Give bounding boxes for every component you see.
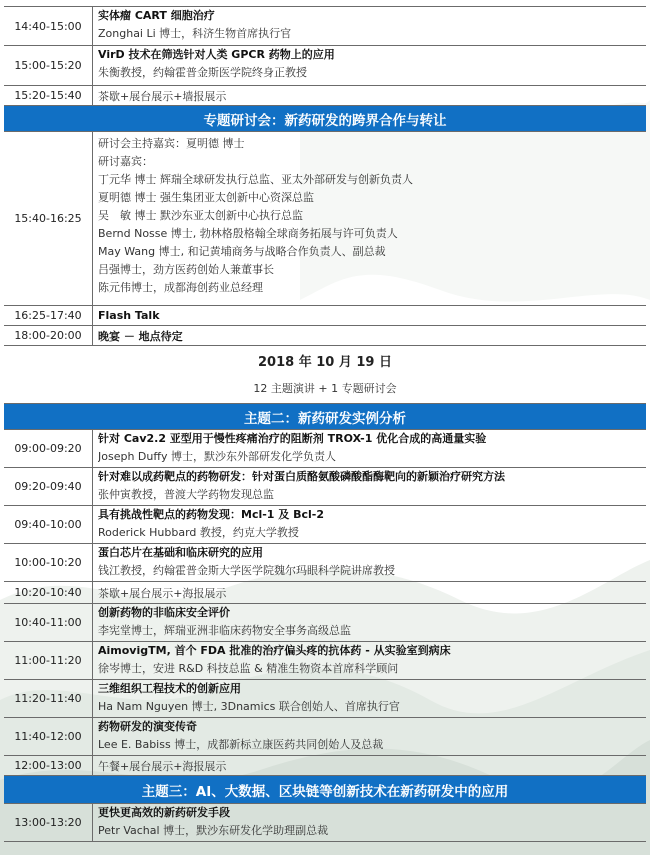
- talk-title: 具有挑战性靶点的药物发现：Mcl-1 及 Bcl-2: [98, 508, 325, 521]
- session-label: Flash Talk: [98, 309, 160, 322]
- time-cell: 15:40-16:25: [4, 132, 93, 305]
- talk-title: 更快更高效的新药研发手段: [98, 806, 230, 819]
- talk-title: 创新药物的非临床安全评价: [98, 606, 230, 619]
- agenda-row: [4, 544, 646, 582]
- speaker-info: Petr Vachal 博士，默沙东研发化学助理副总裁: [98, 824, 329, 837]
- talk-title: 实体瘤 CART 细胞治疗: [98, 9, 215, 22]
- speaker-info: Lee E. Babiss 博士，成都新标立康医药共同创始人及总裁: [98, 738, 384, 751]
- agenda-row: [4, 46, 646, 86]
- talk-title: 蛋白芯片在基础和临床研究的应用: [98, 546, 263, 559]
- speaker-info: 钱江教授，约翰霍普金斯大学医学院魏尔玛眼科学院讲席教授: [98, 564, 395, 577]
- speaker-info: 张仲寅教授，普渡大学药物发现总监: [98, 488, 274, 501]
- symposium-line: May Wang 博士, 和记黄埔商务与战略合作负责人、副总裁: [98, 245, 386, 258]
- time-cell: 11:40-12:00: [4, 718, 93, 755]
- speaker-info: Ha Nam Nguyen 博士, 3Dnamics 联合创始人、首席执行官: [98, 700, 400, 713]
- symposium-line: 夏明德 博士 强生集团亚太创新中心资深总监: [98, 191, 314, 204]
- talk-title: 三维组织工程技术的创新应用: [98, 682, 241, 695]
- speaker-info: Zonghai Li 博士，科济生物首席执行官: [98, 27, 292, 40]
- agenda-row: [4, 326, 646, 346]
- agenda-row-break: [4, 582, 646, 604]
- agenda-table: [4, 6, 646, 842]
- time-cell: 18:00-20:00: [4, 326, 93, 345]
- symposium-line: Bernd Nosse 博士, 勃林格殷格翰全球商务拓展与许可负责人: [98, 227, 398, 240]
- agenda-row: [4, 642, 646, 680]
- time-cell: 12:00-13:00: [4, 756, 93, 775]
- talk-title: 针对 Cav2.2 亚型用于慢性疼痛治疗的阻断剂 TROX-1 优化合成的高通量实验: [98, 432, 487, 445]
- speaker-info: 朱衡教授，约翰霍普金斯医学院终身正教授: [98, 66, 307, 79]
- symposium-line: 陈元伟博士，成都海创药业总经理: [98, 281, 263, 294]
- time-cell: 09:00-09:20: [4, 430, 93, 467]
- agenda-row: [4, 506, 646, 544]
- symposium-banner: 专题研讨会：新药研发的跨界合作与转让: [4, 106, 646, 132]
- time-cell: 16:25-17:40: [4, 306, 93, 325]
- day-date: 2018 年 10 月 19 日: [258, 355, 392, 370]
- symposium-line: 吕强博士，劲方医药创始人兼董事长: [98, 263, 274, 276]
- agenda-row: [4, 604, 646, 642]
- talk-title: VirD 技术在筛选针对人类 GPCR 药物上的应用: [98, 48, 335, 61]
- speaker-info: 李宪堂博士，辉瑞亚洲非临床药物安全事务高级总监: [98, 624, 351, 637]
- symposium-line: 丁元华 博士 辉瑞全球研发执行总监、亚太外部研发与创新负责人: [98, 173, 413, 186]
- speaker-info: Joseph Duffy 博士，默沙东外部研发化学负责人: [98, 450, 336, 463]
- speaker-info: 徐岑博士，安进 R&D 科技总监 & 精准生物资本首席科学顾问: [98, 662, 399, 675]
- time-cell: 11:00-11:20: [4, 642, 93, 679]
- talk-title: 针对难以成药靶点的药物研发：针对蛋白质酪氨酸磷酸酯酶靶向的新颖治疗研究方法: [98, 470, 505, 483]
- break-label: 茶歇+展台展示+海报展示: [98, 586, 227, 600]
- theme2-banner: 主题二：新药研发实例分析: [4, 404, 646, 430]
- time-cell: 09:40-10:00: [4, 506, 93, 543]
- symposium-row: [4, 132, 646, 306]
- break-label: 午餐+展台展示+海报展示: [98, 759, 227, 773]
- day-header: [4, 346, 646, 404]
- break-label: 茶歇+展台展示+墙报展示: [98, 89, 227, 103]
- agenda-row: [4, 306, 646, 326]
- time-cell: 10:40-11:00: [4, 604, 93, 641]
- time-cell: 09:20-09:40: [4, 468, 93, 505]
- agenda-row: [4, 804, 646, 842]
- agenda-row-break: [4, 86, 646, 106]
- symposium-line: 吴 敏 博士 默沙东亚太创新中心执行总监: [98, 209, 303, 222]
- time-cell: 13:00-13:20: [4, 804, 93, 841]
- time-cell: 10:20-10:40: [4, 582, 93, 603]
- talk-title: 药物研发的演变传奇: [98, 720, 197, 733]
- time-cell: 11:20-11:40: [4, 680, 93, 717]
- agenda-row-break: [4, 756, 646, 776]
- day-summary: 12 主题演讲 + 1 专题研讨会: [253, 382, 397, 395]
- agenda-row: [4, 718, 646, 756]
- theme3-banner: 主题三：AI、大数据、区块链等创新技术在新药研发中的应用: [4, 776, 646, 804]
- agenda-row: [4, 430, 646, 468]
- time-cell: 15:20-15:40: [4, 86, 93, 105]
- symposium-line: 研讨会主持嘉宾：夏明德 博士: [98, 137, 245, 150]
- session-label: 晚宴 － 地点待定: [98, 329, 183, 343]
- talk-title: AimovigTM, 首个 FDA 批准的治疗偏头疼的抗体药 - 从实验室到病床: [98, 644, 451, 657]
- symposium-line: 研讨嘉宾：: [98, 155, 153, 168]
- time-cell: 10:00-10:20: [4, 544, 93, 581]
- time-cell: 14:40-15:00: [4, 7, 93, 45]
- agenda-row: [4, 468, 646, 506]
- agenda-row: [4, 6, 646, 46]
- time-cell: 15:00-15:20: [4, 46, 93, 85]
- speaker-info: Roderick Hubbard 教授，约克大学教授: [98, 526, 299, 539]
- agenda-row: [4, 680, 646, 718]
